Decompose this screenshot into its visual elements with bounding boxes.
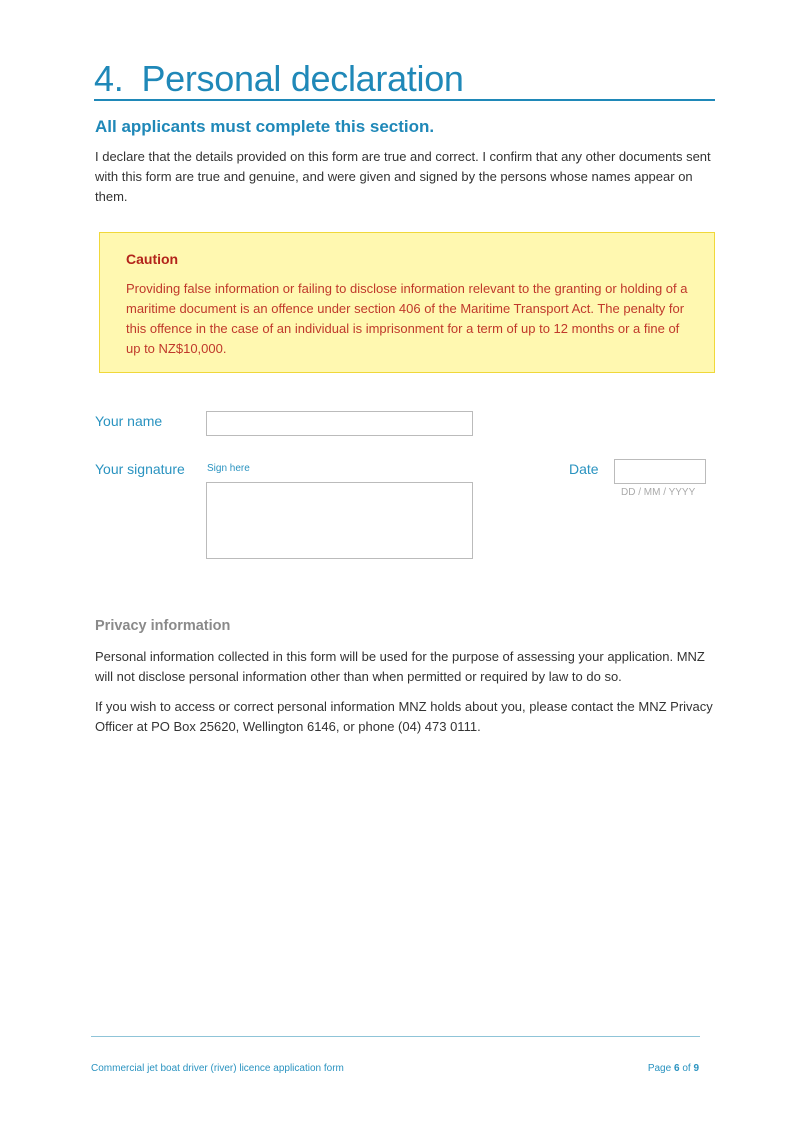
section-number: 4. bbox=[94, 58, 124, 99]
title-divider bbox=[94, 99, 715, 101]
declaration-text: I declare that the details provided on this form are true and correct. I confirm that any other documents sent with this form are true and genuine, and were given and signed by the persons whose names appear on them. bbox=[95, 149, 711, 204]
caution-title: Caution bbox=[126, 251, 179, 267]
section-title-text: Personal declaration bbox=[141, 58, 464, 99]
date-label: Date bbox=[569, 461, 599, 477]
signature-box[interactable] bbox=[206, 482, 473, 559]
name-label: Your name bbox=[95, 413, 163, 429]
privacy-paragraph-1: Personal information collected in this form will be used for the purpose of assessing your application. MNZ will not disclose personal information other than when permitted or required by law to do so. bbox=[95, 649, 705, 684]
caution-text: Providing false information or failing to disclose information relevant to the granting or holding of a maritime document is an offence under section 406 of the Maritime Transport Act. The penalty for this offence in the case of an individual is imprisonment for a term of up to 12 months or a fine of up to NZ$10,000. bbox=[126, 281, 688, 356]
of-word: of bbox=[682, 1063, 691, 1074]
sign-here-hint: Sign here bbox=[207, 463, 250, 474]
signature-label: Your signature bbox=[95, 461, 185, 477]
subheading: All applicants must complete this section. bbox=[95, 117, 435, 136]
footer-divider bbox=[91, 1036, 700, 1037]
name-input[interactable] bbox=[206, 411, 473, 436]
footer-form-title: Commercial jet boat driver (river) licence application form bbox=[91, 1063, 344, 1074]
date-input[interactable] bbox=[614, 459, 706, 484]
current-page: 6 bbox=[673, 1063, 680, 1074]
caution-box bbox=[99, 232, 715, 373]
page-word: Page bbox=[647, 1063, 672, 1074]
privacy-paragraph-2: If you wish to access or correct personal information MNZ holds about you, please contact the MNZ Privacy Officer at PO Box 25620, Wellington 6146, or phone (04) 473 0111. bbox=[95, 699, 713, 734]
section-title bbox=[94, 58, 464, 100]
total-pages: 9 bbox=[693, 1063, 699, 1074]
page-indicator bbox=[648, 1063, 699, 1074]
privacy-heading: Privacy information bbox=[95, 618, 231, 634]
date-format-hint: DD / MM / YYYY bbox=[621, 487, 696, 498]
